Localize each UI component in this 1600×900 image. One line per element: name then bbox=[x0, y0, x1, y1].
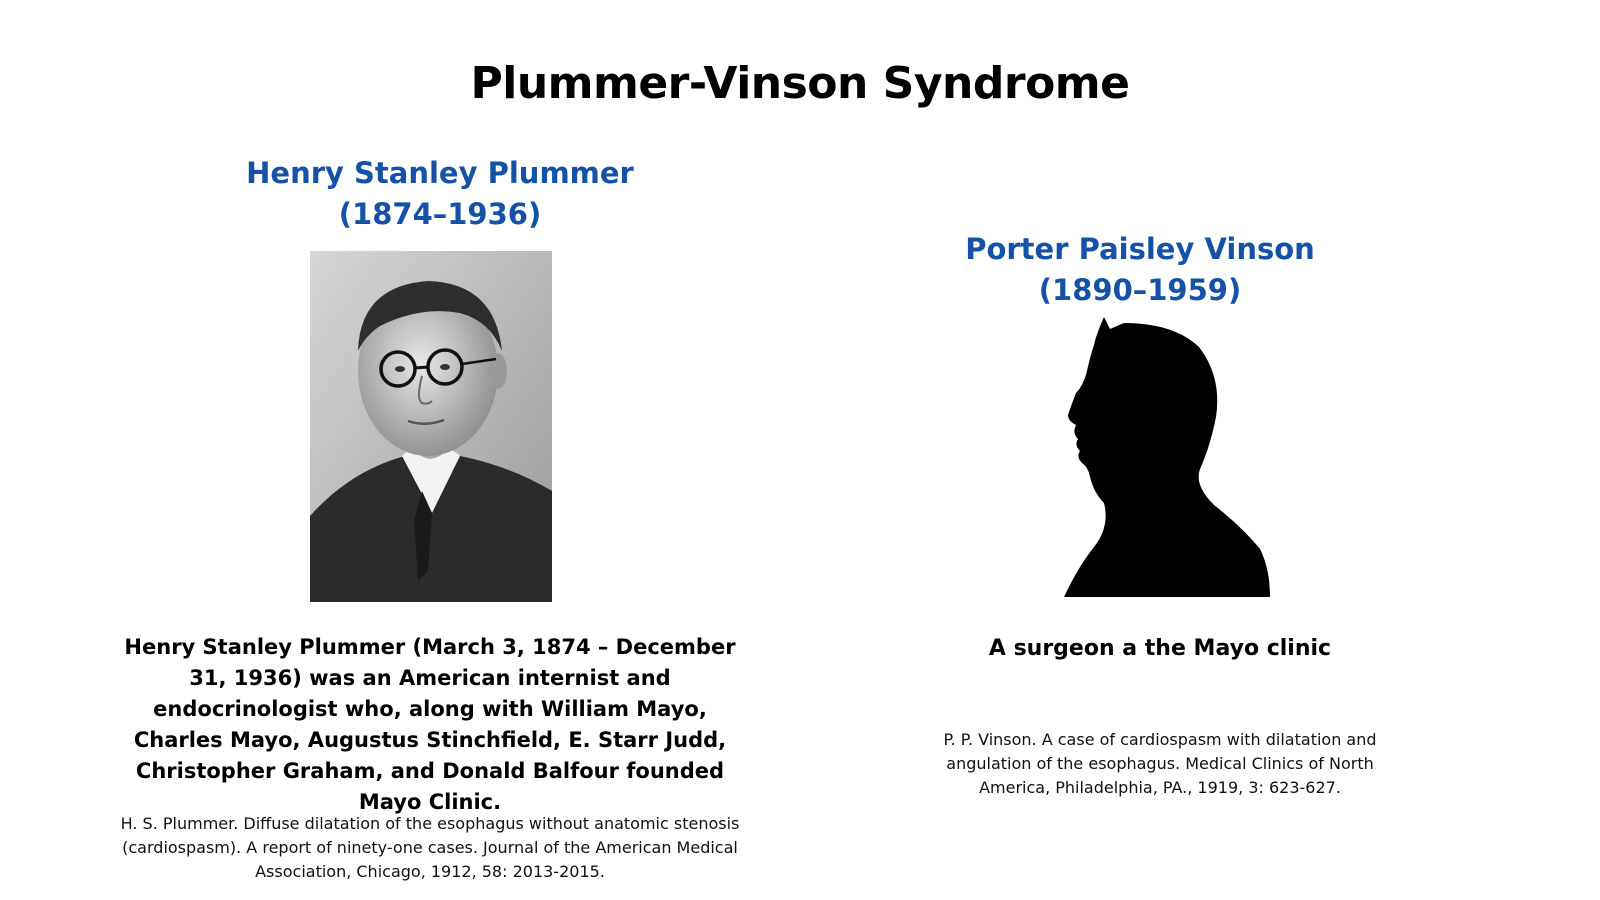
vinson-reference: P. P. Vinson. A case of cardiospasm with dilatation and angulation of the esophagus. Medical Clinics of North America, Philadelphia, PA., 1919, 3: 623-627. bbox=[943, 730, 1377, 797]
plummer-biography: Henry Stanley Plummer (March 3, 1874 – December 31, 1936) was an American internist and endocrinologist who, along with William Mayo, Charles Mayo, Augustus Stinchfield, E. Starr Judd, Christopher Graham, and Donald Balfour founded Mayo Clinic. bbox=[124, 635, 736, 814]
plummer-reference: H. S. Plummer. Diffuse dilatation of the esophagus without anatomic stenosis (cardiospasm). A report of ninety-one cases. Journal of the American Medical Association, Chicago, 1912, 58: 2013-2015. bbox=[120, 814, 740, 881]
vinson-name-heading bbox=[930, 229, 1350, 311]
slide-title: Plummer-Vinson Syndrome bbox=[470, 58, 1130, 109]
vinson-name: Porter Paisley Vinson bbox=[965, 232, 1315, 266]
vinson-years: (1890–1959) bbox=[1038, 273, 1242, 307]
head-silhouette-icon bbox=[1064, 317, 1276, 597]
vinson-tagline: A surgeon a the Mayo clinic bbox=[988, 636, 1332, 661]
vinson-silhouette-icon bbox=[1064, 317, 1276, 597]
plummer-years: (1874–1936) bbox=[338, 197, 542, 231]
plummer-name: Henry Stanley Plummer bbox=[246, 156, 634, 190]
plummer-name-heading bbox=[230, 153, 650, 235]
plummer-portrait-photo bbox=[310, 251, 552, 602]
plummer-portrait-graphic bbox=[310, 251, 552, 602]
